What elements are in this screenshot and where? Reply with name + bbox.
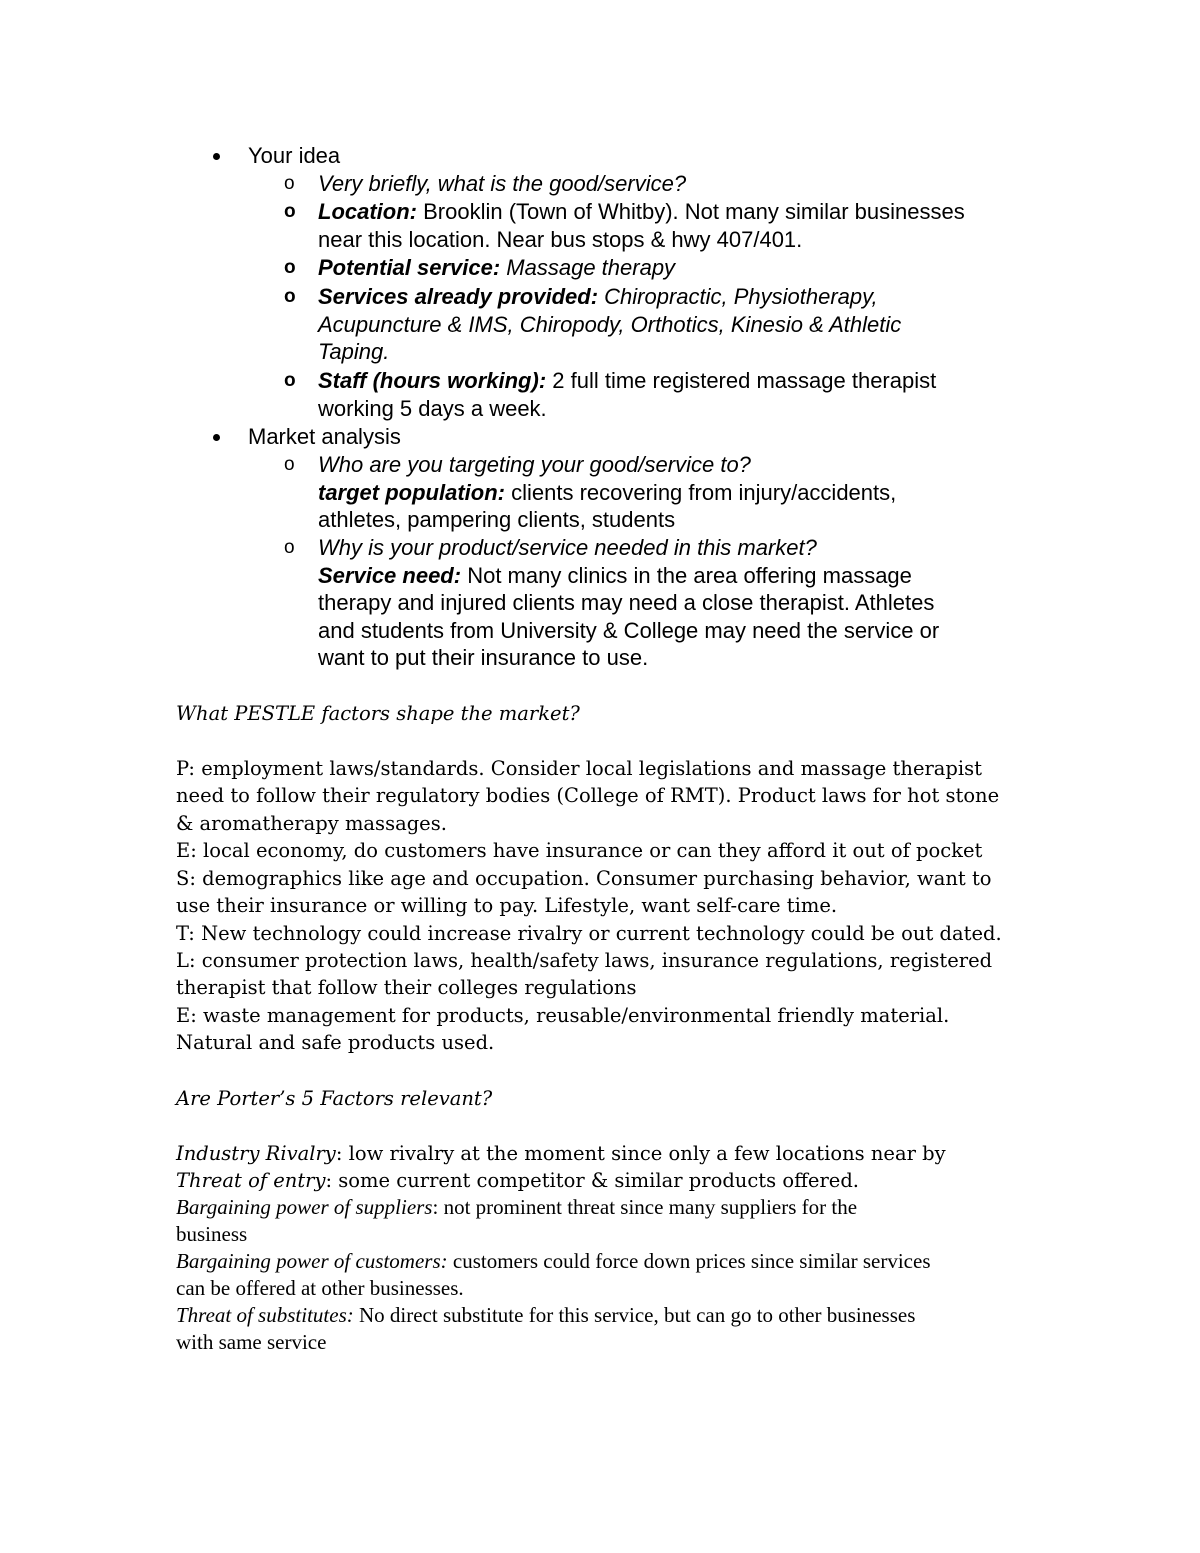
potential-text: Massage therapy bbox=[500, 255, 676, 280]
entry-text: : some current competitor & similar products offered. bbox=[325, 1169, 860, 1192]
location-item bbox=[318, 198, 1018, 253]
pestle-line: use their insurance or willing to pay. Lifestyle, want self-care time. bbox=[176, 894, 838, 917]
pestle-line: T: New technology could increase rivalry or current technology could be out dated. bbox=[176, 922, 1002, 945]
market-question-1: Who are you targeting your good/service to? bbox=[318, 452, 751, 477]
pestle-line: & aromatherapy massages. bbox=[176, 812, 447, 835]
substitutes-label: Threat of substitutes: bbox=[176, 1303, 354, 1327]
pestle-heading: What PESTLE factors shape the market? bbox=[176, 702, 580, 725]
circle-bullet-icon: o bbox=[284, 286, 296, 307]
staff-item bbox=[318, 367, 1018, 422]
customers-label: Bargaining power of customers: bbox=[176, 1249, 448, 1273]
pestle-line: Natural and safe products used. bbox=[176, 1031, 495, 1054]
services-text-3: Taping. bbox=[318, 339, 390, 364]
need-text-1: Not many clinics in the area offering massage bbox=[461, 562, 912, 588]
staff-label: Staff (hours working): bbox=[318, 368, 547, 393]
services-text-2: Acupuncture & IMS, Chiropody, Orthotics, Kinesio & Athletic bbox=[318, 311, 902, 337]
substitutes-text-2: with same service bbox=[176, 1330, 327, 1354]
porter-rivalry bbox=[176, 1140, 946, 1168]
pestle-line: E: local economy, do customers have insurance or can they afford it out of pocket bbox=[176, 839, 983, 862]
pestle-line: therapist that follow their colleges regulations bbox=[176, 976, 637, 999]
potential-label: Potential service: bbox=[318, 255, 501, 280]
need-label: Service need: bbox=[318, 562, 462, 588]
location-label: Location: bbox=[318, 199, 417, 224]
idea-heading: Your idea bbox=[248, 143, 341, 168]
need-text-4: want to put their insurance to use. bbox=[318, 645, 649, 670]
pestle-line: L: consumer protection laws, health/safety laws, insurance regulations, registered bbox=[176, 949, 993, 972]
location-text-1: Brooklin (Town of Whitby). Not many similar businesses bbox=[417, 199, 965, 224]
bullet-icon bbox=[213, 434, 220, 441]
porter-entry bbox=[176, 1167, 859, 1195]
market-heading: Market analysis bbox=[248, 424, 401, 449]
bullet-icon bbox=[213, 153, 220, 160]
idea-question: Very briefly, what is the good/service? bbox=[318, 171, 687, 196]
pestle-line: S: demographics like age and occupation. Consumer purchasing behavior, want to bbox=[176, 867, 992, 890]
suppliers-label: Bargaining power of suppliers bbox=[176, 1195, 433, 1219]
pestle-line: E: waste management for products, reusable/environmental friendly material. bbox=[176, 1004, 950, 1027]
rivalry-text: : low rivalry at the moment since only a few locations near by bbox=[335, 1142, 946, 1165]
customers-text-2: can be offered at other businesses. bbox=[176, 1276, 464, 1300]
circle-bullet-icon: o bbox=[284, 454, 295, 475]
substitutes-text-1: No direct substitute for this service, but can go to other businesses bbox=[353, 1303, 916, 1327]
entry-label: Threat of entry bbox=[176, 1169, 326, 1192]
services-label: Services already provided: bbox=[318, 284, 599, 309]
need-text-3: and students from University & College may need the service or bbox=[318, 617, 940, 643]
pestle-line: need to follow their regulatory bodies (College of RMT). Product laws for hot stone bbox=[176, 784, 1000, 807]
target-label: target population: bbox=[318, 479, 505, 505]
need-text-2: therapy and injured clients may need a close therapist. Athletes bbox=[318, 590, 935, 615]
services-item bbox=[318, 283, 1018, 366]
circle-bullet-icon: o bbox=[284, 370, 296, 391]
suppliers-text-2: business bbox=[176, 1222, 248, 1246]
staff-text-2: working 5 days a week. bbox=[318, 395, 547, 421]
circle-bullet-icon: o bbox=[284, 201, 296, 222]
pestle-line: P: employment laws/standards. Consider local legislations and massage therapist bbox=[176, 757, 982, 780]
potential-service-item bbox=[318, 254, 1018, 282]
target-text-1: clients recovering from injury/accidents, bbox=[504, 479, 897, 505]
services-text-1: Chiropractic, Physiotherapy, bbox=[598, 284, 878, 309]
customers-text-1: customers could force down prices since similar services bbox=[447, 1249, 931, 1273]
porter-heading: Are Porter’s 5 Factors relevant? bbox=[176, 1087, 493, 1110]
circle-bullet-icon: o bbox=[284, 257, 296, 278]
circle-bullet-icon: o bbox=[284, 173, 295, 194]
target-item bbox=[318, 451, 1018, 534]
suppliers-text-1: : not prominent threat since many suppliers for the bbox=[432, 1195, 858, 1219]
target-text-2: athletes, pampering clients, students bbox=[318, 507, 676, 532]
porter-suppliers bbox=[176, 1194, 857, 1221]
rivalry-label: Industry Rivalry bbox=[176, 1142, 336, 1165]
porter-customers bbox=[176, 1248, 931, 1275]
circle-bullet-icon: o bbox=[284, 537, 295, 558]
porter-substitutes bbox=[176, 1302, 915, 1329]
need-item bbox=[318, 534, 1018, 672]
staff-text-1: 2 full time registered massage therapist bbox=[546, 368, 937, 393]
location-text-2: near this location. Near bus stops & hwy 407/401. bbox=[318, 226, 803, 252]
market-question-2: Why is your product/service needed in this market? bbox=[318, 535, 817, 560]
